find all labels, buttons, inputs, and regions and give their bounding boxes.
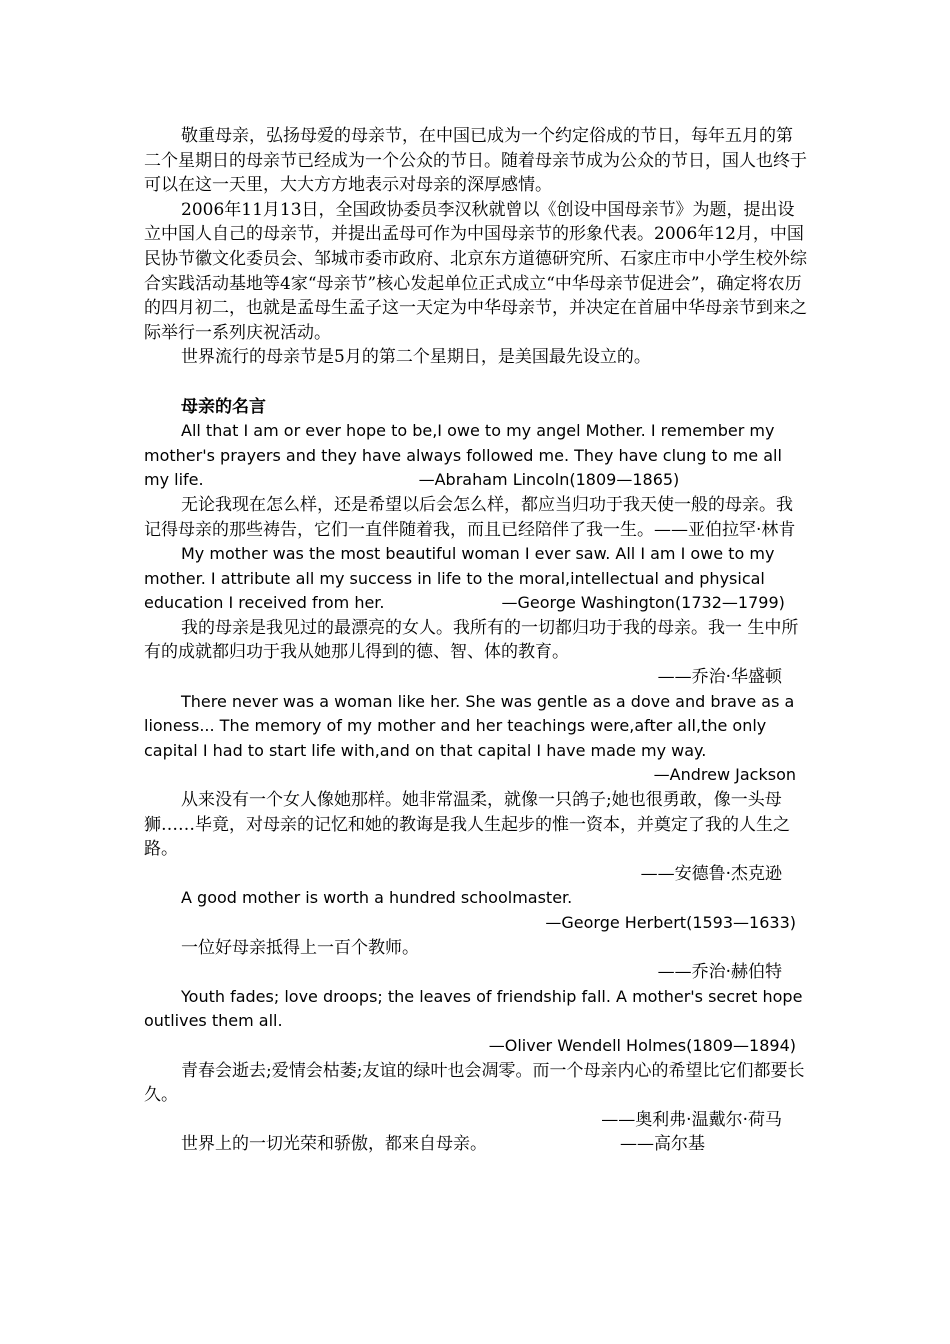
quote-jackson-zh: 从来没有一个女人像她那样。她非常温柔，就像一只鸽子;她也很勇敢，像一头母狮……毕竟，对母亲的记忆和她的教诲是我人生起步的惟一资本，并奠定了我的人生之路。: [144, 790, 790, 860]
quote-attribution: ——高尔基: [620, 1134, 705, 1155]
quote-washington-en: [144, 542, 808, 616]
quote-holmes-en: Youth fades; love droops; the leaves of friendship fall. A mother's secret hope outlives them all.: [144, 986, 803, 1031]
quote-holmes-en-attribution: —Oliver Wendell Holmes(1809—1894): [488, 1035, 796, 1055]
intro-paragraph-3: 世界流行的母亲节是5月的第二个星期日，是美国最先设立的。: [181, 347, 651, 368]
quote-attribution: —George Washington(1732—1799): [501, 593, 785, 613]
document-body: [144, 124, 808, 1157]
intro-paragraph-2: 2006年11月13日，全国政协委员李汉秋就曾以《创设中国母亲节》为题，提出设立中国人自己的母亲节，并提出孟母可作为中国母亲节的形象代表。2006年12月，中国民协节徽文化委员会、邹城市委市政府、北京东方道德研究所、石家庄市中小学生校外综合实践活动基地等4家“母亲节”核心发起单位正式成立“中华母亲节促进会”，确定将农历的四月初二，也就是孟母生孟子这一天定为中华母亲节，并决定在首届中华母亲节到来之际举行一系列庆祝活动。: [144, 199, 807, 343]
quote-jackson-zh-attribution: ——安德鲁·杰克逊: [640, 863, 782, 884]
quote-text: 世界上的一切光荣和骄傲，都来自母亲。: [181, 1134, 487, 1155]
quote-herbert-en-attribution: —George Herbert(1593—1633): [545, 913, 796, 932]
blank-line: [144, 370, 808, 395]
quote-herbert-zh-attribution: ——乔治·赫伯特: [657, 962, 782, 983]
quote-attribution: —Abraham Lincoln(1809—1865): [418, 470, 680, 490]
quote-holmes-zh-attribution: ——奥利弗·温戴尔·荷马: [601, 1109, 782, 1130]
quote-herbert-zh: 一位好母亲抵得上一百个教师。: [181, 937, 419, 958]
quote-text: All that I am or ever hope to be,I owe to my angel Mother. I remember my mother's prayers and they have always followed me. They have clung to me all my life.: [144, 421, 782, 490]
quote-washington-zh: 我的母亲是我见过的最漂亮的女人。我所有的一切都归功于我的母亲。我一 生中所有的成就都归功于我从她那儿得到的德、智、体的教育。: [144, 617, 799, 663]
quote-jackson-en-attribution: —Andrew Jackson: [653, 765, 796, 785]
quote-text: My mother was the most beautiful woman I ever saw. All I am I owe to my mother. I attribute all my success in life to the moral,intellectual and physical education I received from her.: [144, 544, 775, 613]
quote-gorky-zh: [144, 1132, 808, 1157]
quote-holmes-zh: 青春会逝去;爱情会枯萎;友谊的绿叶也会凋零。而一个母亲内心的希望比它们都要长久。: [144, 1060, 805, 1106]
intro-paragraph-1: 敬重母亲，弘扬母爱的母亲节，在中国已成为一个约定俗成的节日，每年五月的第二个星期日的母亲节已经成为一个公众的节日。随着母亲节成为公众的节日，国人也终于可以在这一天里，大大方方地表示对母亲的深厚感情。: [144, 126, 807, 196]
quote-lincoln-en: [144, 419, 808, 493]
quotes-heading: 母亲的名言: [181, 396, 266, 417]
quote-lincoln-zh: 无论我现在怎么样，还是希望以后会怎么样，都应当归功于我天使一般的母亲。我记得母亲的那些祷告，它们一直伴随着我，而且已经陪伴了我一生。——亚伯拉罕·林肯: [144, 494, 796, 540]
quote-herbert-en: A good mother is worth a hundred schoolmaster.: [181, 888, 573, 908]
quote-washington-zh-attribution: ——乔治·华盛顿: [657, 667, 782, 688]
quote-jackson-en: There never was a woman like her. She was gentle as a dove and brave as a lioness... The memory of my mother and her teachings were,after all,the only capital I had to start life with,and on that capital I have made my way.: [144, 691, 795, 760]
